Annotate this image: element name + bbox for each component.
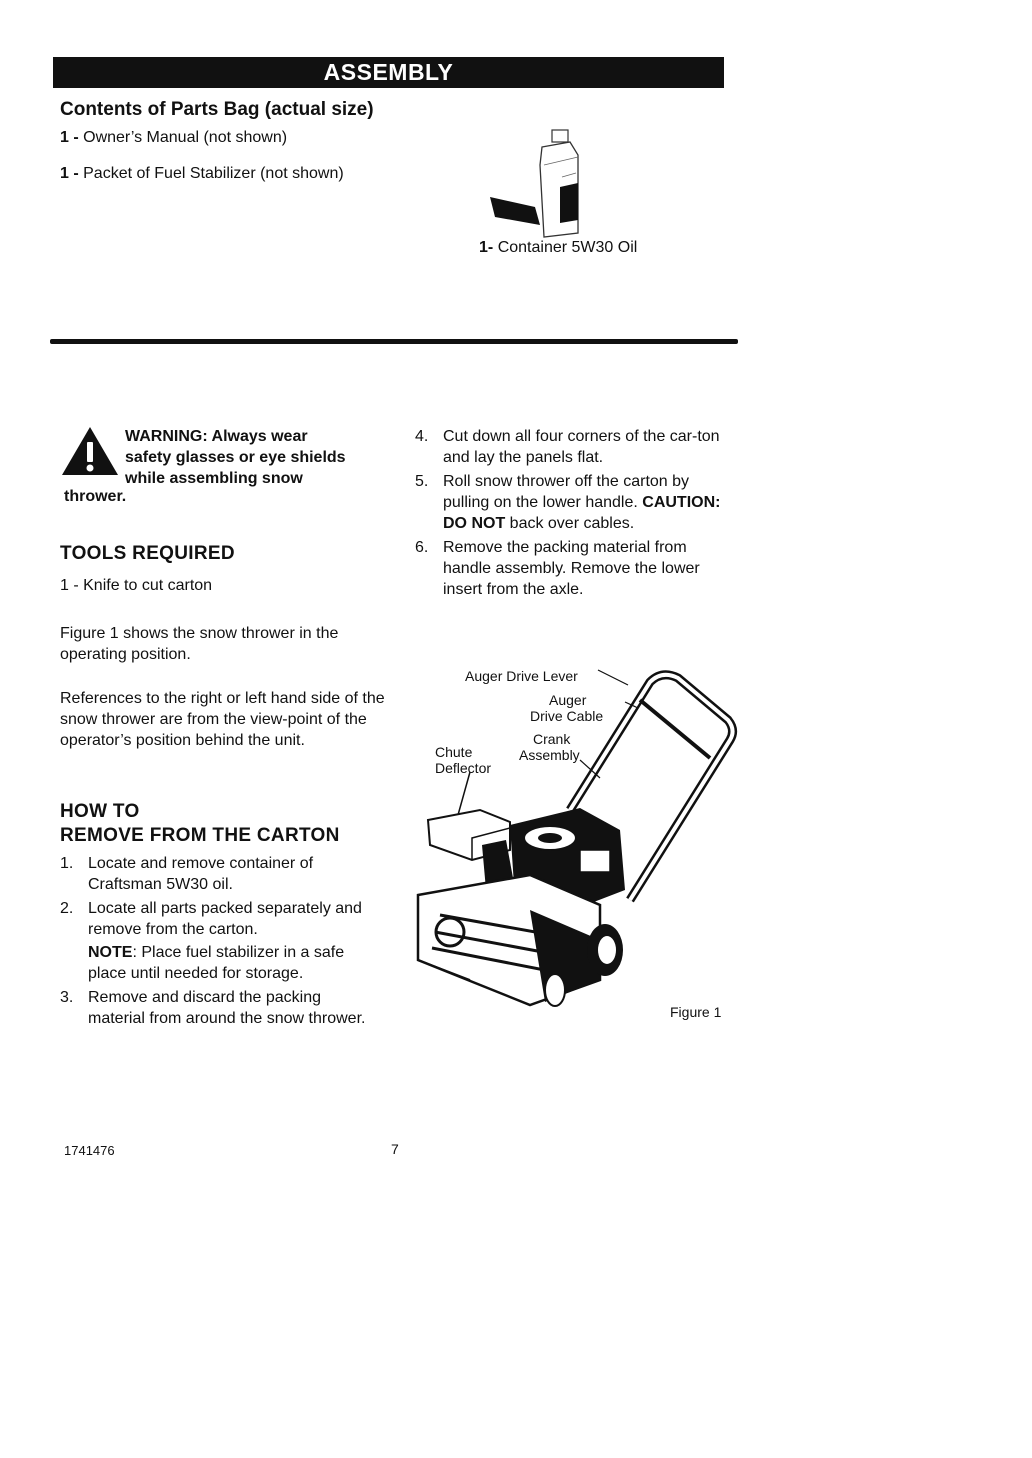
list-item xyxy=(415,426,735,468)
step-text: Remove and discard the packing material from around the snow thrower. xyxy=(88,989,366,1027)
label-chute-deflector: Deflector xyxy=(435,760,492,776)
howto-steps-right xyxy=(415,426,735,603)
note-label: NOTE xyxy=(88,944,133,961)
parts-bag-heading: Contents of Parts Bag (actual size) xyxy=(60,99,374,120)
howto-heading-line: REMOVE FROM THE CARTON xyxy=(60,825,340,846)
parts-item xyxy=(60,129,287,147)
oil-container-text: Container 5W30 Oil xyxy=(497,239,638,256)
section-banner: ASSEMBLY xyxy=(53,57,724,88)
warning-line: safety glasses or eye shields xyxy=(125,449,346,466)
warning-line: WARNING: Always wear xyxy=(125,428,308,445)
step-number: 3. xyxy=(60,989,74,1006)
part-number: 1741476 xyxy=(64,1143,115,1158)
note-text: : Place fuel stabilizer in a safe place until needed for storage. xyxy=(88,944,345,982)
label-crank-assembly: Assembly xyxy=(519,747,580,763)
step-note xyxy=(88,942,380,984)
warning-text xyxy=(125,426,385,489)
oil-container-illustration xyxy=(480,125,590,240)
step-number: 5. xyxy=(415,473,429,490)
parts-item-qty: 1 - xyxy=(60,129,79,146)
step-text: Roll snow thrower off the carton by pulling on the lower handle. xyxy=(443,473,690,511)
list-item xyxy=(415,471,735,534)
bottle-spout-shadow xyxy=(490,197,540,225)
tools-heading: TOOLS REQUIRED xyxy=(60,543,235,564)
list-item xyxy=(60,987,380,1029)
parts-item-text: Owner’s Manual (not shown) xyxy=(83,129,288,146)
oil-container-qty: 1- xyxy=(479,239,494,256)
label-chute-deflector: Chute xyxy=(435,744,473,760)
step-number: 2. xyxy=(60,900,74,917)
parts-item xyxy=(60,165,344,183)
warning-line: while assembling snow xyxy=(125,470,303,487)
warning-line: thrower. xyxy=(64,488,127,505)
step-number: 1. xyxy=(60,855,74,872)
oil-container-caption xyxy=(479,239,637,257)
step-number: 4. xyxy=(415,428,429,445)
step-text: Locate all parts packed separately and remove from the carton. xyxy=(88,900,362,938)
howto-heading xyxy=(60,800,340,848)
step-text: Remove the packing material from handle assembly. Remove the lower insert from the axle. xyxy=(443,539,700,598)
figure-caption: Figure 1 xyxy=(670,1004,722,1020)
page-number: 7 xyxy=(391,1141,399,1157)
list-item xyxy=(60,853,380,895)
step-number: 6. xyxy=(415,539,429,556)
caution-text: back over cables. xyxy=(505,515,635,532)
label-auger-drive-cable: Drive Cable xyxy=(530,708,604,724)
howto-heading-line: HOW TO xyxy=(60,801,140,822)
parts-item-text: Packet of Fuel Stabilizer (not shown) xyxy=(83,165,344,182)
intro-paragraph: References to the right or left hand side of the snow thrower are from the view-point of the operator’s position behind the unit. xyxy=(60,690,385,749)
howto-steps-left xyxy=(60,853,380,1032)
caution-label: CAUTION: DO NOT xyxy=(443,494,721,532)
list-item xyxy=(60,898,380,984)
parts-item-qty: 1 - xyxy=(60,165,79,182)
step-text: Cut down all four corners of the car-ton and lay the panels flat. xyxy=(443,428,720,466)
warning-icon xyxy=(60,425,120,477)
label-crank-assembly: Crank xyxy=(533,731,571,747)
label-auger-drive-cable: Auger xyxy=(549,692,587,708)
label-auger-drive-lever: Auger Drive Lever xyxy=(465,668,578,684)
list-item xyxy=(415,537,735,600)
intro-paragraph: Figure 1 shows the snow thrower in the operating position. xyxy=(60,625,339,663)
tools-item: 1 - Knife to cut carton xyxy=(60,577,213,594)
section-divider xyxy=(50,339,738,344)
step-text: Locate and remove container of Craftsman 5W30 oil. xyxy=(88,855,314,893)
